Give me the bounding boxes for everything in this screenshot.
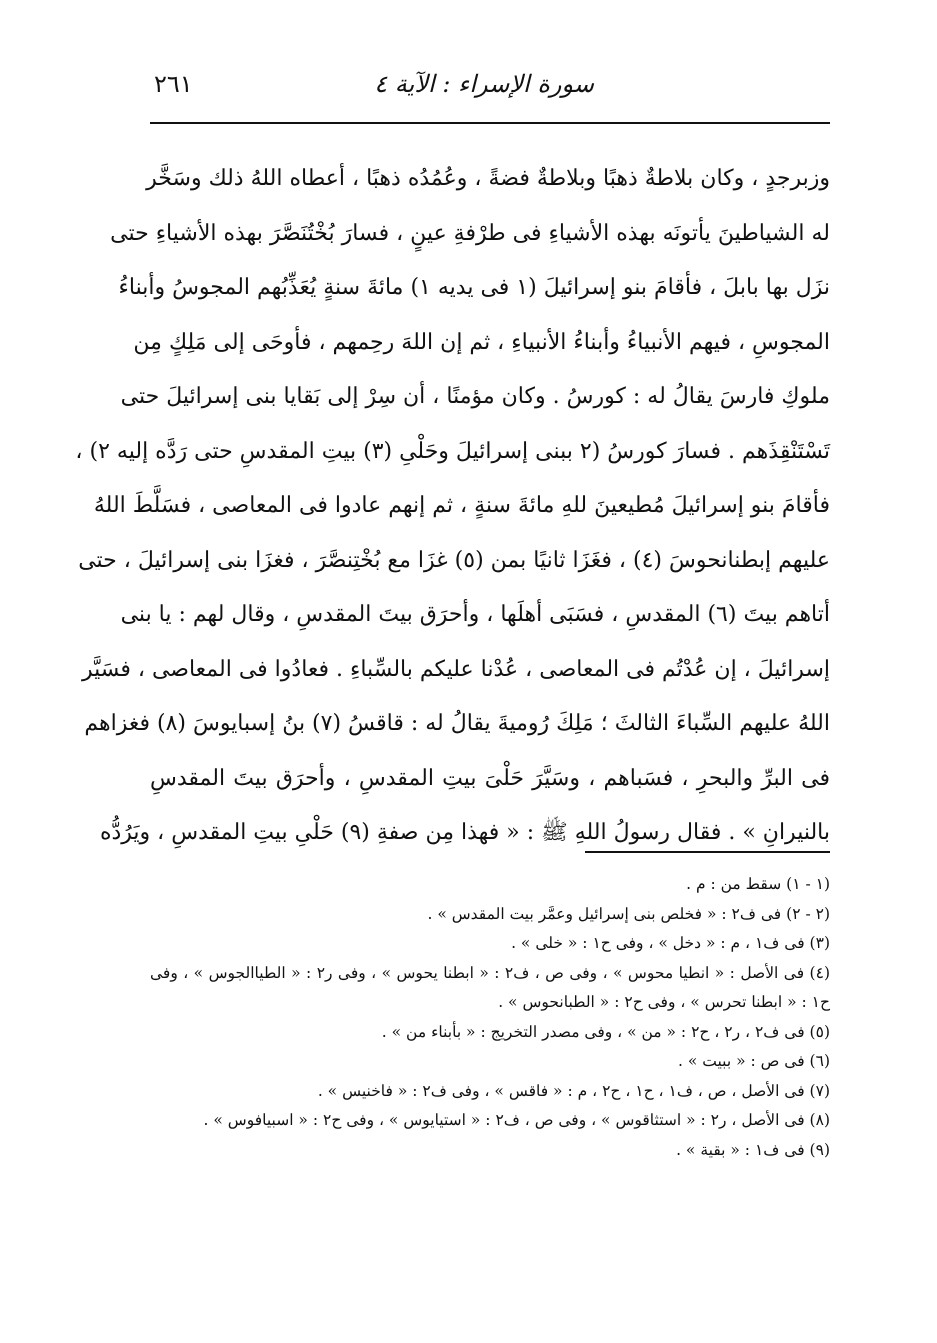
running-header bbox=[150, 64, 830, 114]
text-line: نزَل بها بابلَ ، فأقامَ بنو إسرائيلَ (١ فى يديه ١) مائةَ سنةٍ يُعَذِّبُهم المجوسُ وأبناءُ bbox=[118, 275, 830, 300]
header-rule bbox=[150, 122, 830, 124]
footnote-separator bbox=[585, 851, 830, 853]
footnote: (٣) فى ف١ ، م : « دخل » ، وفى ح١ : « خلى » . bbox=[511, 934, 830, 952]
footnote: (٩) فى ف١ : « بقية » . bbox=[676, 1140, 830, 1159]
text-line: بالنيرانِ » . فقال رسولُ اللهِ ﷺ : « فهذا مِن صفةِ (٩) حَلْىِ بيتِ المقدسِ ، ويَرُدُّه bbox=[99, 820, 830, 845]
footnote: ح١ : « ابطنا تحرس » ، وفى ح٢ : « الطبانحوس » . bbox=[498, 993, 830, 1011]
main-text bbox=[75, 152, 830, 861]
text-line: عليهم إبطنانحوسَ (٤) ، فغَزَا ثانيًا بمن (٥) غزَا مع بُخْتِنصَّرَ ، فغزَا بنى إسرائيلَ ، حتى bbox=[78, 547, 830, 573]
text-line: له الشياطينَ يأتونَه بهذه الأشياءِ فى طرْفةِ عينٍ ، فسارَ بُخْتُنَصَّرَ بهذه الأشياءِ حتى bbox=[110, 220, 830, 246]
text-line: تَسْتَنْقِذَهم . فسارَ كورسُ (٢ ببنى إسرائيلَ وحَلْىِ (٣) بيتِ المقدسِ حتى رَدَّه إليه ٢) ، bbox=[75, 438, 830, 464]
footnote: (١ - ١) سقط من : م . bbox=[686, 875, 830, 893]
footnote: (٧) فى الأصل ، ص ، ف١ ، ح١ ، ح٢ ، م : « فاقس » ، وفى ف٢ : « فاخنيس » . bbox=[317, 1081, 830, 1100]
text-line: اللهُ عليهم السِّباءَ الثالثَ ؛ مَلِكَ رُوميةَ يقالُ له : قاقسُ (٧) بنُ إسبايوسَ (٨) فغزاهم bbox=[84, 711, 830, 736]
text-line: إسرائيلَ ، إن عُدْتُم فى المعاصى ، عُدْنا عليكم بالسِّباءِ . فعادُوا فى المعاصى ، فسَيَّر bbox=[81, 656, 830, 682]
footnotes bbox=[150, 870, 830, 1165]
text-line: فى البرِّ والبحرِ ، فسَباهم ، وسَيَّرَ حَلْىَ بيتِ المقدسِ ، وأحرَق بيتَ المقدسِ bbox=[150, 765, 830, 791]
footnote: (٤) فى الأصل : « انطيا محوس » ، وفى ص ، ف٢ : « ابطنا يحوس » ، وفى ر٢ : « الطياالجوس » ، وفى bbox=[150, 963, 830, 982]
text-line: ملوكِ فارسَ يقالُ له : كورسُ . وكان مؤمنًا ، أن سِرْ إلى بَقايا بنى إسرائيلَ حتى bbox=[120, 384, 830, 409]
footnote: (٢ - ٢) فى ف٢ : « فخلص بنى إسرائيل وعمَّر بيت المقدس » . bbox=[427, 904, 830, 923]
footnote: (٥) فى ف٢ ، ر٢ ، ح٢ : « من » ، وفى مصدر التخريج : « بأبناء من » . bbox=[381, 1022, 830, 1041]
text-line: المجوسِ ، فيهم الأنبياءُ وأبناءُ الأنبياءِ ، ثم إن اللهَ رحِمهم ، فأوحَى إلى مَلِكٍ مِن bbox=[133, 329, 830, 355]
surah-title: سورة الإسراء : الآية ٤ bbox=[374, 70, 594, 98]
text-line: فأقامَ بنو إسرائيلَ مُطيعينَ للهِ مائةَ سنةٍ ، ثم إنهم عادوا فى المعاصى ، فسَلَّطَ اللهُ bbox=[93, 493, 830, 518]
page-number: ٢٦١ bbox=[154, 70, 193, 98]
text-line: أتاهم بيتَ (٦) المقدسِ ، فسَبَى أهلَها ، وأحرَق بيتَ المقدسِ ، وقال لهم : يا بنى bbox=[120, 602, 830, 627]
text-line: وزبرجدٍ ، وكان بلاطةٌ ذهبًا وبلاطةٌ فضةً ، وعُمُدُه ذهبًا ، أعطاه اللهُ ذلك وسَخَّر bbox=[146, 166, 830, 191]
footnote: (٨) فى الأصل ، ر٢ : « استثاقوس » ، وفى ص ، ف٢ : « استيايوس » ، وفى ح٢ : « اسبيافوس » . bbox=[203, 1111, 830, 1129]
footnote: (٦) فى ص : « ببيت » . bbox=[678, 1052, 830, 1070]
